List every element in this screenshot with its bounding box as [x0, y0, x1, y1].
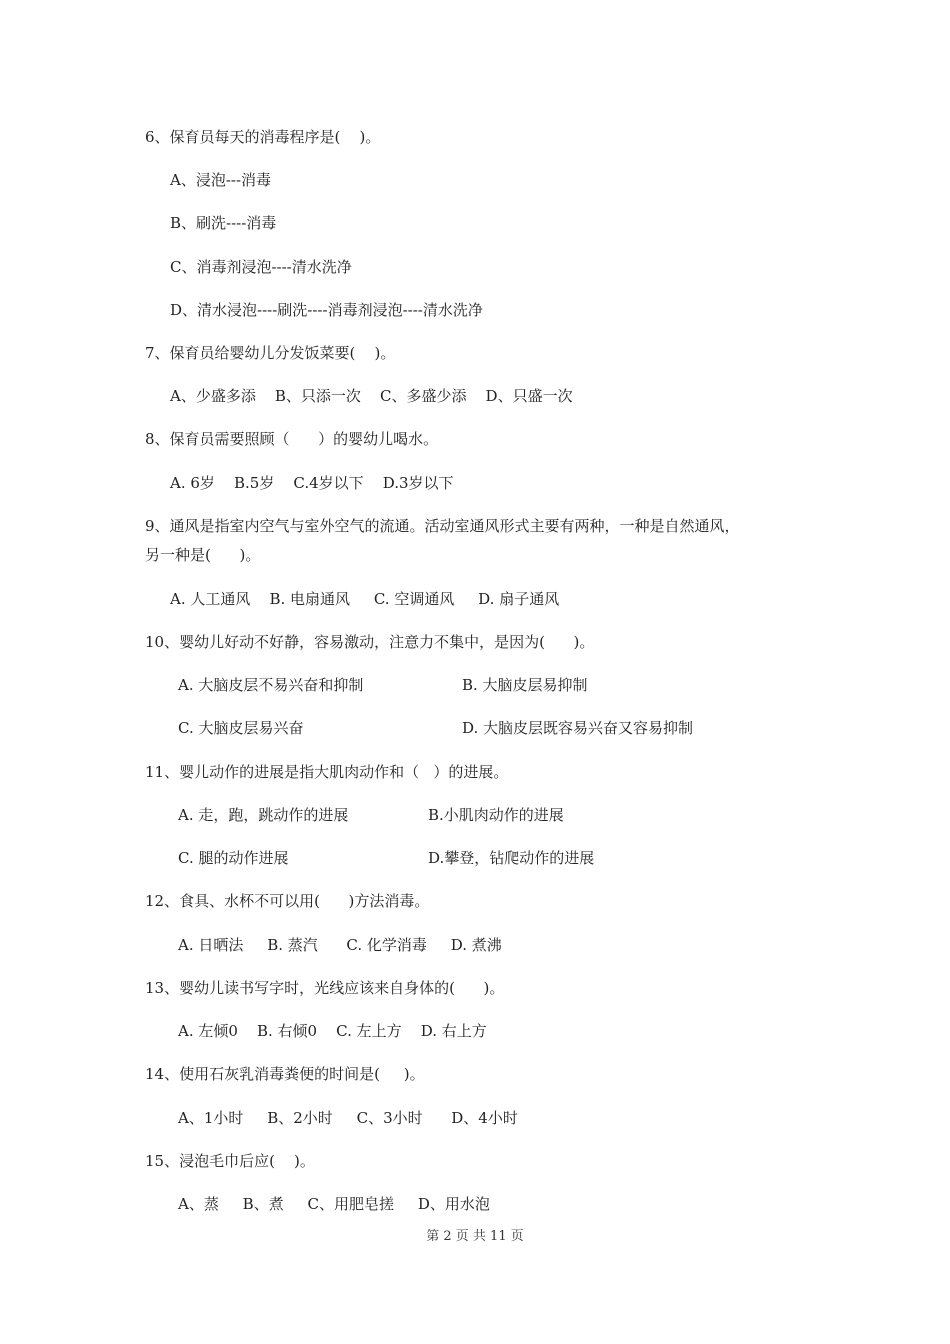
question-11-option-c: C. 腿的动作进展 [178, 849, 289, 867]
question-13-stem: 13、婴幼儿读书写字时，光线应该来自身体的( )。 [145, 979, 505, 997]
question-6-option-b: B、刷洗----消毒 [170, 214, 277, 232]
question-11-option-d: D.攀登，钻爬动作的进展 [428, 849, 595, 867]
question-10-option-c: C. 大脑皮层易兴奋 [178, 719, 304, 737]
question-15-options: A、蒸 B、煮 C、用肥皂搓 D、用水泡 [178, 1195, 490, 1213]
question-15-stem: 15、浸泡毛巾后应( )。 [145, 1152, 315, 1170]
question-6-option-c: C、消毒剂浸泡----清水洗净 [170, 258, 352, 276]
question-10-option-b: B. 大脑皮层易抑制 [462, 676, 588, 694]
question-13-options: A. 左倾0 B. 右倾0 C. 左上方 D. 右上方 [178, 1022, 487, 1040]
question-9-stem-continued: 另一种是( )。 [145, 546, 261, 564]
question-8-options: A. 6岁 B.5岁 C.4岁以下 D.3岁以下 [170, 474, 454, 492]
question-7-options: A、少盛多添 B、只添一次 C、多盛少添 D、只盛一次 [170, 387, 573, 405]
question-14-stem: 14、使用石灰乳消毒粪便的时间是( )。 [145, 1065, 425, 1083]
question-6-option-a: A、浸泡---消毒 [170, 171, 272, 189]
question-8-stem: 8、保育员需要照顾（ ）的婴幼儿喝水。 [145, 430, 439, 448]
question-11-option-a: A. 走，跑，跳动作的进展 [178, 806, 349, 824]
question-11-option-b: B.小肌肉动作的进展 [428, 806, 564, 824]
question-11-stem: 11、婴儿动作的进展是指大肌肉动作和（ ）的进展。 [145, 763, 509, 781]
question-9-stem: 9、通风是指室内空气与室外空气的流通。活动室通风形式主要有两种，一种是自然通风， [145, 517, 740, 535]
question-10-option-d: D. 大脑皮层既容易兴奋又容易抑制 [462, 719, 694, 737]
page-number-footer: 第 2 页 共 11 页 [426, 1229, 524, 1244]
question-7-stem: 7、保育员给婴幼儿分发饭菜要( )。 [145, 344, 396, 362]
question-6-stem: 6、保育员每天的消毒程序是( )。 [145, 128, 381, 146]
question-10-option-a: A. 大脑皮层不易兴奋和抑制 [178, 676, 364, 694]
question-6-option-d: D、清水浸泡----刷洗----消毒剂浸泡----清水洗净 [170, 301, 483, 319]
question-12-options: A. 日晒法 B. 蒸汽 C. 化学消毒 D. 煮沸 [178, 936, 502, 954]
question-9-options: A. 人工通风 B. 电扇通风 C. 空调通风 D. 扇子通风 [170, 590, 560, 608]
question-10-stem: 10、婴幼儿好动不好静，容易激动，注意力不集中，是因为( )。 [145, 633, 595, 651]
question-12-stem: 12、食具、水杯不可以用( )方法消毒。 [145, 892, 430, 910]
question-14-options: A、1小时 B、2小时 C、3小时 D、4小时 [178, 1109, 518, 1127]
